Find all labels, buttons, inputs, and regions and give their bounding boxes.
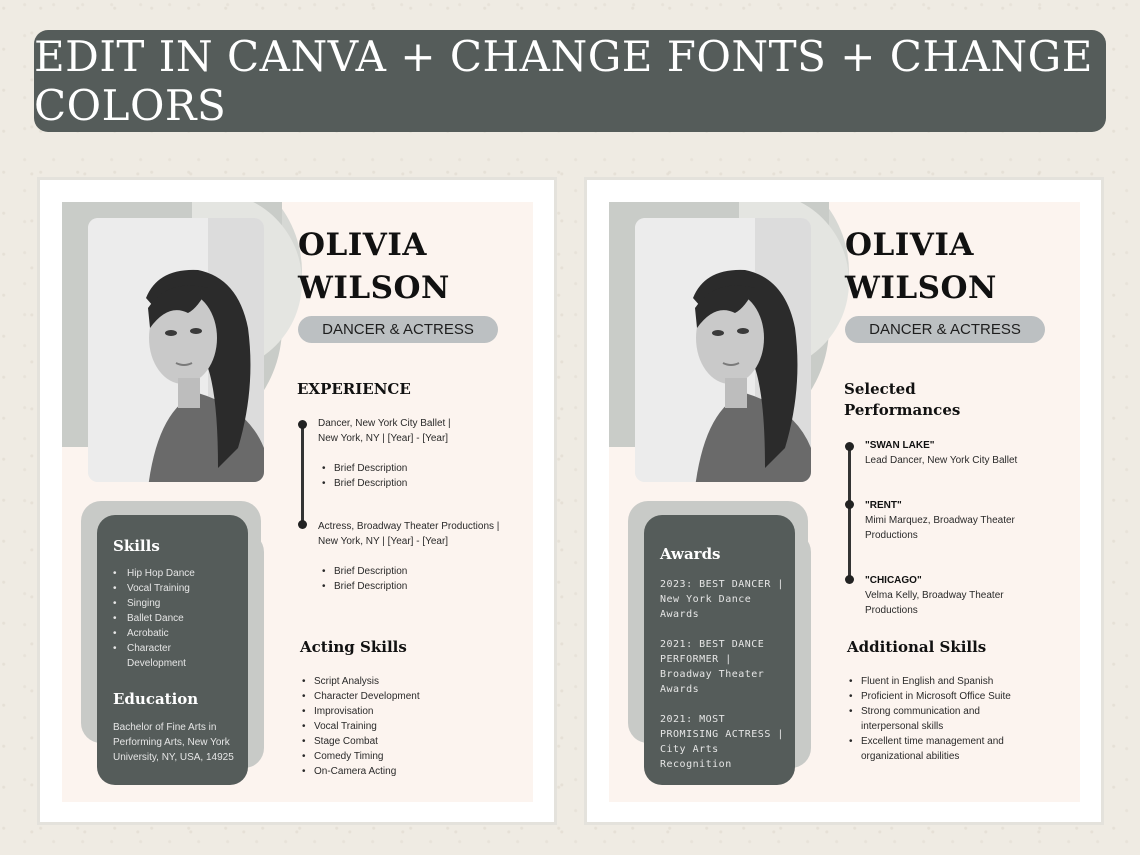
timeline-line <box>848 447 851 577</box>
award-line: Awards <box>660 609 700 620</box>
education-heading: Education <box>113 690 199 708</box>
list-item: • Acrobatic <box>111 626 195 641</box>
list-item: • Character Development <box>298 689 420 704</box>
profile-photo <box>88 218 264 482</box>
heading-line: Performances <box>844 401 961 419</box>
experience-entry-1 <box>318 416 451 446</box>
education-text <box>113 720 234 765</box>
candidate-name <box>298 224 450 310</box>
name-last: WILSON <box>845 270 997 306</box>
performance-item <box>865 573 1004 618</box>
candidate-name <box>845 224 997 310</box>
list-item: • Ballet Dance <box>111 611 195 626</box>
list-item: interpersonal skills <box>861 721 944 732</box>
timeline-dot <box>845 442 854 451</box>
timeline-dot <box>298 420 307 429</box>
list-item: • Brief Description <box>318 461 407 476</box>
award-item <box>660 712 795 772</box>
performance-role: Productions <box>865 605 918 616</box>
skills-list <box>111 566 195 671</box>
list-item: • Brief Description <box>318 564 407 579</box>
list-item: • Proficient in Microsoft Office Suite <box>845 689 1011 704</box>
additional-skills-list <box>845 674 1011 764</box>
banner-title: EDIT IN CANVA + CHANGE FONTS + CHANGE COLORS <box>34 32 1093 130</box>
award-line: PROMISING ACTRESS | <box>660 729 784 740</box>
experience-heading: EXPERIENCE <box>297 380 411 398</box>
performance-item <box>865 498 1015 543</box>
acting-skills-list <box>298 674 420 779</box>
role-badge: DANCER & ACTRESS <box>298 316 498 343</box>
acting-skills-heading: Acting Skills <box>300 638 407 656</box>
list-item: • Script Analysis <box>298 674 420 689</box>
header-banner <box>34 30 1106 132</box>
profile-photo <box>635 218 811 482</box>
awards-heading: Awards <box>660 545 721 563</box>
timeline-dot <box>845 575 854 584</box>
list-item: Development <box>127 658 186 669</box>
timeline-line <box>301 424 304 524</box>
list-item: • Stage Combat <box>298 734 420 749</box>
list-item: • Vocal Training <box>298 719 420 734</box>
resume-page <box>62 202 533 802</box>
skills-card <box>97 515 248 785</box>
resume-preview-left <box>37 177 557 825</box>
award-line: 2021: MOST <box>660 714 726 725</box>
award-item <box>660 577 784 622</box>
skills-heading: Skills <box>113 537 160 555</box>
education-line: University, NY, USA, 14925 <box>113 752 234 763</box>
award-item <box>660 637 764 697</box>
list-item: • Character <box>111 641 195 656</box>
award-line: New York Dance <box>660 594 752 605</box>
awards-card <box>644 515 795 785</box>
experience-entry-2 <box>318 519 499 549</box>
name-first: OLIVIA <box>845 227 974 263</box>
performance-role: Productions <box>865 530 918 541</box>
award-line: 2023: BEST DANCER | <box>660 579 784 590</box>
name-last: WILSON <box>298 270 450 306</box>
list-item: organizational abilities <box>861 751 960 762</box>
performance-title: "SWAN LAKE" <box>865 440 935 451</box>
performance-title: "RENT" <box>865 500 902 511</box>
resume-page <box>609 202 1080 802</box>
list-item: • Fluent in English and Spanish <box>845 674 1011 689</box>
timeline-dot <box>298 520 307 529</box>
entry-role: Dancer, New York City Ballet | <box>318 418 451 429</box>
list-item: • Vocal Training <box>111 581 195 596</box>
timeline-dot <box>845 500 854 509</box>
entry-role: Actress, Broadway Theater Productions | <box>318 521 500 532</box>
performance-title: "CHICAGO" <box>865 575 922 586</box>
experience-bullets-2 <box>318 564 407 594</box>
heading-line: Selected <box>844 380 916 398</box>
performances-heading <box>844 379 960 421</box>
list-item: • Strong communication and <box>845 704 1011 719</box>
list-item: • Hip Hop Dance <box>111 566 195 581</box>
list-item: • Brief Description <box>318 579 407 594</box>
performance-item <box>865 438 1017 468</box>
list-item: • Singing <box>111 596 195 611</box>
award-line: City Arts Recognition <box>660 744 732 770</box>
role-badge: DANCER & ACTRESS <box>845 316 1045 343</box>
list-item: • On-Camera Acting <box>298 764 420 779</box>
experience-bullets-1 <box>318 461 407 491</box>
award-line: PERFORMER | <box>660 654 732 665</box>
list-item: • Excellent time management and <box>845 734 1011 749</box>
entry-dates: New York, NY | [Year] - [Year] <box>318 536 449 547</box>
performance-role: Lead Dancer, New York City Ballet <box>865 455 1018 466</box>
education-line: Performing Arts, New York <box>113 737 230 748</box>
education-line: Bachelor of Fine Arts in <box>113 722 217 733</box>
list-item: • Improvisation <box>298 704 420 719</box>
award-line: 2021: BEST DANCE <box>660 639 765 650</box>
entry-dates: New York, NY | [Year] - [Year] <box>318 433 449 444</box>
award-line: Broadway Theater <box>660 669 765 680</box>
performance-role: Velma Kelly, Broadway Theater <box>865 590 1004 601</box>
name-first: OLIVIA <box>298 227 427 263</box>
performance-role: Mimi Marquez, Broadway Theater <box>865 515 1015 526</box>
list-item: • Brief Description <box>318 476 407 491</box>
list-item: • Comedy Timing <box>298 749 420 764</box>
resume-preview-right <box>584 177 1104 825</box>
additional-skills-heading: Additional Skills <box>847 638 987 656</box>
award-line: Awards <box>660 684 700 695</box>
